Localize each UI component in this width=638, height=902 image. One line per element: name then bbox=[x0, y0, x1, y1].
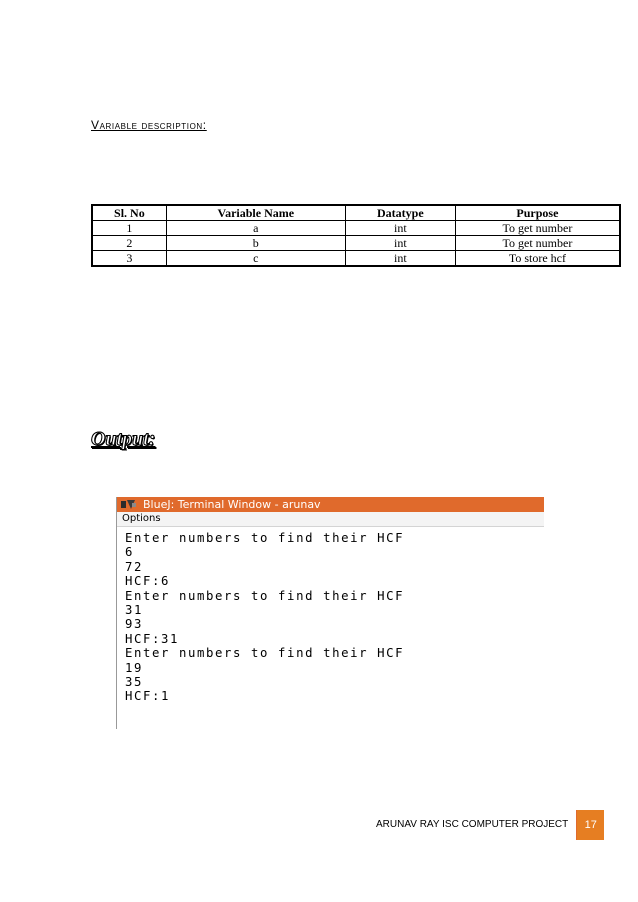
table-row bbox=[92, 251, 620, 267]
cell-datatype: int bbox=[345, 221, 455, 236]
terminal-line: HCF:31 bbox=[125, 631, 180, 646]
cell-variable-name: c bbox=[166, 251, 345, 267]
cell-datatype: int bbox=[345, 251, 455, 267]
terminal-line: 35 bbox=[125, 675, 144, 690]
section-heading-variable-description: Variable description: bbox=[91, 118, 207, 132]
header-datatype: Datatype bbox=[345, 205, 455, 221]
output-heading: Output: bbox=[91, 428, 156, 450]
menu-options[interactable]: Options bbox=[122, 513, 161, 524]
footer-project-title: ARUNAV RAY ISC COMPUTER PROJECT bbox=[376, 810, 577, 840]
cell-variable-name: a bbox=[166, 221, 345, 236]
header-purpose: Purpose bbox=[455, 205, 620, 221]
page-footer bbox=[376, 810, 604, 840]
terminal-line: 31 bbox=[125, 603, 144, 618]
terminal-menubar bbox=[117, 512, 544, 527]
terminal-line: Enter numbers to find their HCF bbox=[125, 588, 405, 603]
table-header-row bbox=[92, 205, 620, 221]
terminal-line: 72 bbox=[125, 559, 144, 574]
terminal-line: 19 bbox=[125, 660, 144, 675]
cell-datatype: int bbox=[345, 236, 455, 251]
terminal-titlebar[interactable] bbox=[117, 497, 544, 512]
terminal-title: BlueJ: Terminal Window - arunav bbox=[143, 498, 321, 511]
page-number: 17 bbox=[577, 810, 604, 840]
cell-sl-no: 3 bbox=[92, 251, 166, 267]
bluej-app-icon bbox=[121, 499, 137, 510]
terminal-line: 6 bbox=[125, 545, 135, 560]
terminal-line: Enter numbers to find their HCF bbox=[125, 646, 405, 661]
table-row bbox=[92, 221, 620, 236]
cell-purpose: To store hcf bbox=[455, 251, 620, 267]
terminal-line: Enter numbers to find their HCF bbox=[125, 531, 405, 545]
header-sl-no: Sl. No bbox=[92, 205, 166, 221]
cell-sl-no: 1 bbox=[92, 221, 166, 236]
table-row bbox=[92, 236, 620, 251]
variable-table bbox=[91, 204, 621, 267]
terminal-output[interactable] bbox=[117, 527, 544, 704]
header-variable-name: Variable Name bbox=[166, 205, 345, 221]
cell-purpose: To get number bbox=[455, 236, 620, 251]
terminal-line: 93 bbox=[125, 617, 144, 632]
cell-sl-no: 2 bbox=[92, 236, 166, 251]
cell-variable-name: b bbox=[166, 236, 345, 251]
terminal-line: HCF:1 bbox=[125, 689, 171, 704]
bluej-terminal-window bbox=[116, 497, 544, 729]
terminal-line: HCF:6 bbox=[125, 574, 171, 589]
cell-purpose: To get number bbox=[455, 221, 620, 236]
